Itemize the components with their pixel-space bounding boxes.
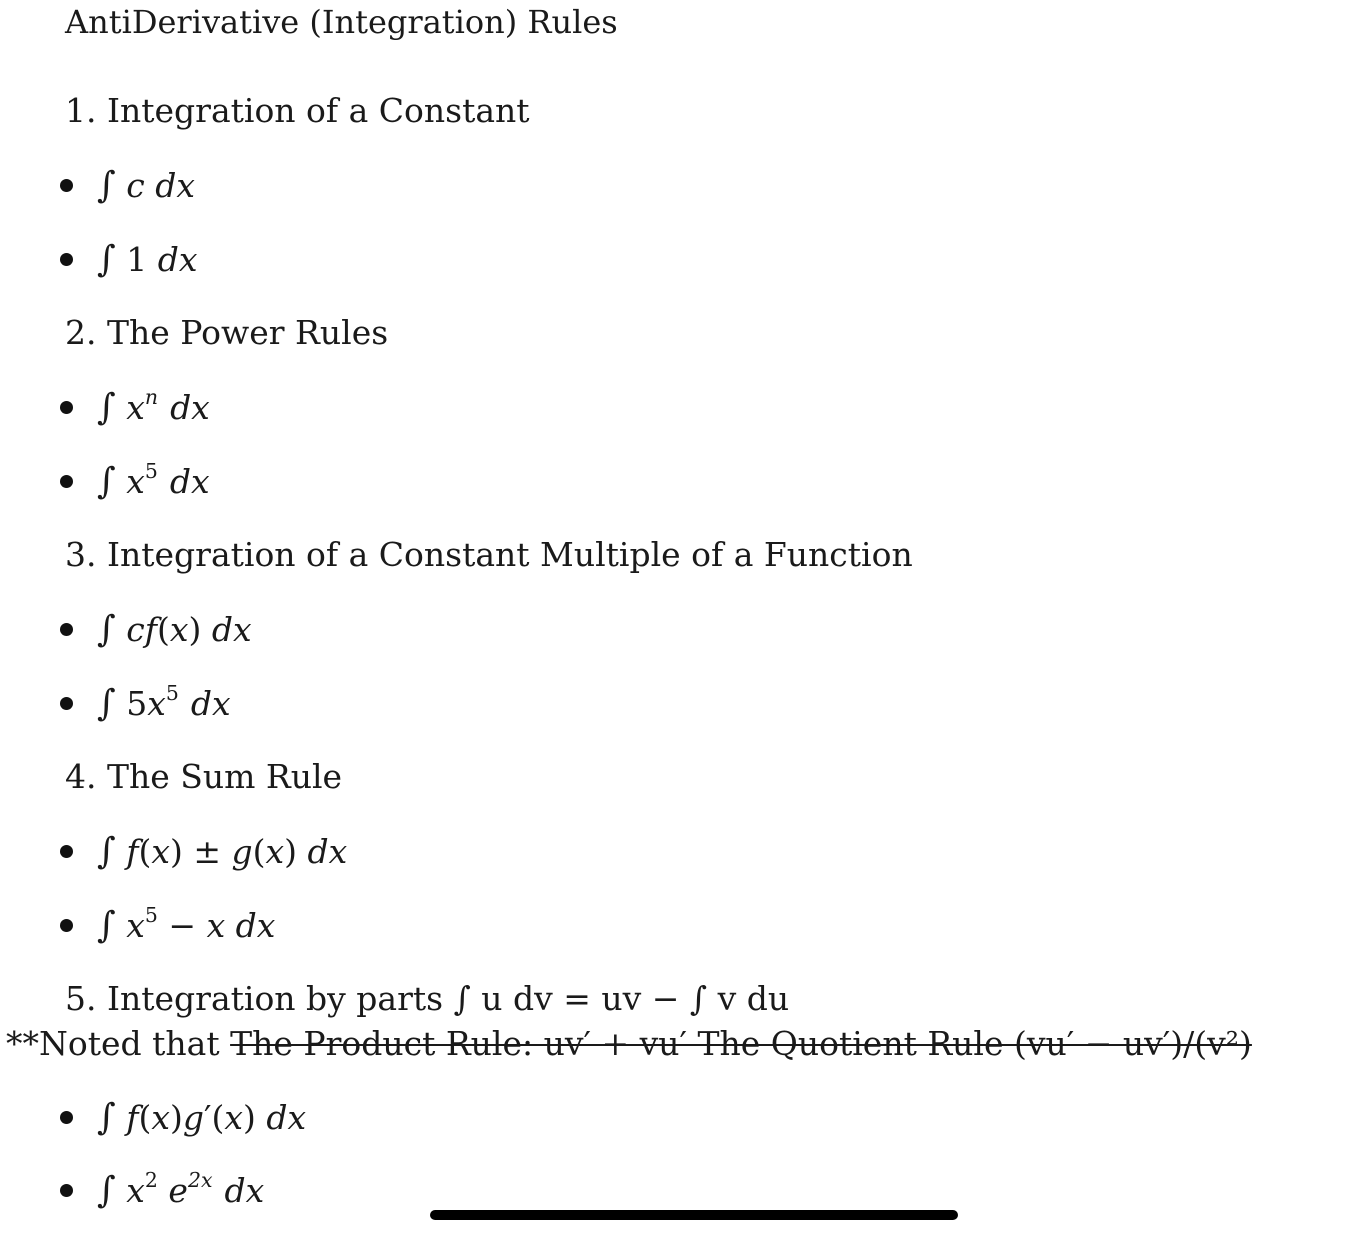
section-heading-integration-by-parts: 5. Integration by parts ∫ u dv = uv − ∫ v du <box>65 979 790 1018</box>
bullet-icon <box>60 697 73 710</box>
list-item: ∫ c dx <box>60 168 195 204</box>
note-prefix: **Noted that <box>6 1024 231 1063</box>
list-item: ∫ $x^n$ dx <box>60 390 210 426</box>
bullet-icon <box>60 845 73 858</box>
section-heading-sum-rule: 4. The Sum Rule <box>65 757 343 796</box>
bullet-icon <box>60 401 73 414</box>
list-item: ∫ 1 dx <box>60 242 198 278</box>
list-item: ∫ $x^2$ $e^{2x}$ dx <box>60 1173 264 1209</box>
list-item: ∫ $x^5$ dx <box>60 464 210 500</box>
section-heading-power-rules: 2. The Power Rules <box>65 313 389 352</box>
bullet-icon <box>60 253 73 266</box>
note-text <box>6 1024 1252 1063</box>
home-indicator[interactable] <box>430 1210 958 1220</box>
section-heading-constant-multiple: 3. Integration of a Constant Multiple of a Function <box>65 535 913 574</box>
bullet-icon <box>60 919 73 932</box>
list-item: ∫ f(x)g′(x) dx <box>60 1100 306 1136</box>
list-item: ∫ f(x) ± g(x) dx <box>60 834 347 870</box>
list-item: ∫ $5x^5$ dx <box>60 686 231 722</box>
list-item: ∫ $x^5 - x$ dx <box>60 908 275 944</box>
bullet-icon <box>60 1111 73 1124</box>
section-heading-constant: 1. Integration of a Constant <box>65 91 530 130</box>
bullet-icon <box>60 475 73 488</box>
note-struck-text: The Product Rule: uv′ + vu′ The Quotient Rule (vu′ − uv′)/(v²) <box>230 1024 1252 1063</box>
bullet-icon <box>60 1184 73 1197</box>
bullet-icon <box>60 179 73 192</box>
bullet-icon <box>60 623 73 636</box>
page-title: AntiDerivative (Integration) Rules <box>65 3 618 41</box>
list-item: ∫ cf(x) dx <box>60 612 252 648</box>
